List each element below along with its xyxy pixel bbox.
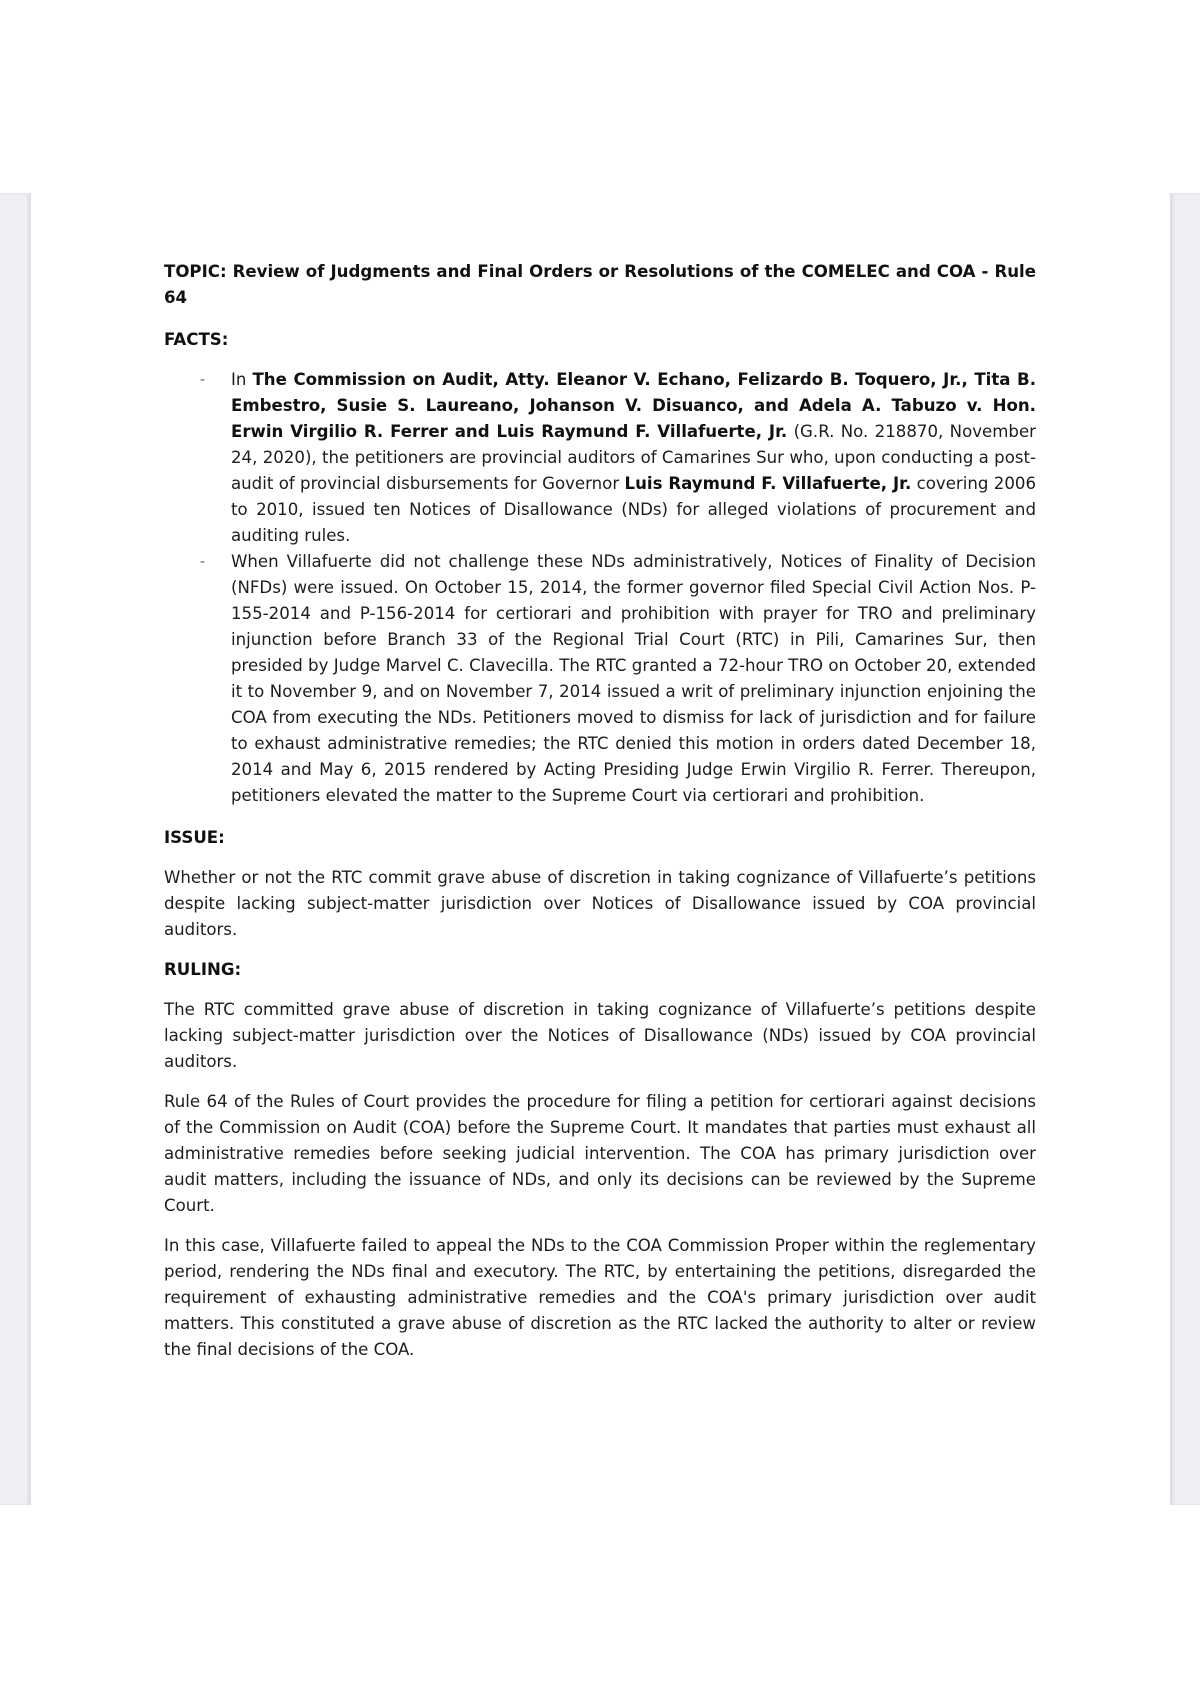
viewer-backdrop-right	[1170, 193, 1200, 1505]
document-page	[31, 193, 1170, 1505]
viewer-backdrop-left	[0, 193, 31, 1505]
facts-item-text: When Villafuerte did not challenge these NDs administratively, Notices of Finality of Decision (NFDs) were issued. On October 15, 2014, the former governor filed Special Civil Action Nos. P-155-2014 and P-156-2014 for certiorari and prohibition with prayer for TRO and preliminary injunction before Branch 33 of the Regional Trial Court (RTC) in Pili, Camarines Sur, then presided by Judge Marvel C. Clavecilla. The RTC granted a 72-hour TRO on October 20, extended it to November 9, and on November 7, 2014 issued a writ of preliminary injunction enjoining the COA from executing the NDs. Petitioners moved to dismiss for lack of jurisdiction and for failure to exhaust administrative remedies; the RTC denied this motion in orders dated December 18, 2014 and May 6, 2015 rendered by Acting Presiding Judge Erwin Virgilio R. Ferrer. Thereupon, petitioners elevated the matter to the Supreme Court via certiorari and prohibition.	[231, 552, 1036, 805]
ruling-paragraph: The RTC committed grave abuse of discretion in taking cognizance of Villafuerte’s petitions despite lacking subject-matter jurisdiction over the Notices of Disallowance (NDs) issued by COA provincial auditors.	[164, 1000, 1036, 1071]
ruling-paragraph: In this case, Villafuerte failed to appeal the NDs to the COA Commission Proper within the reglementary period, rendering the NDs final and executory. The RTC, by entertaining the petitions, disregarded the requirement of exhausting administrative remedies and the COA's primary jurisdiction over audit matters. This constituted a grave abuse of discretion as the RTC lacked the authority to alter or review the final decisions of the COA.	[164, 1236, 1036, 1359]
bullet-dash-icon: -	[200, 372, 206, 388]
facts-heading: FACTS:	[164, 330, 229, 349]
case-title: The Commission on Audit, Atty. Eleanor V. Echano, Felizardo B. Toquero, Jr., Tita B. Embestro, Susie S. Laureano, Johanson V. Disuanco, and Adela A. Tabuzo v. Hon. Erwin Virgilio R. Ferrer and Luis Raymund F. Villafuerte, Jr.	[231, 370, 1036, 441]
document-body	[164, 259, 1036, 1377]
facts-item	[164, 549, 1036, 809]
facts-item	[164, 367, 1036, 549]
facts-item-text: covering 2006 to 2010, issued ten Notices of Disallowance (NDs) for alleged violations of procurement and auditing rules.	[231, 474, 1036, 545]
ruling-heading: RULING:	[164, 960, 242, 979]
facts-item-text: (G.R. No. 218870, November 24, 2020), the petitioners are provincial auditors of Camarines Sur who, upon conducting a post-audit of provincial disbursements for Governor	[231, 422, 1036, 493]
topic-heading: TOPIC: Review of Judgments and Final Orders or Resolutions of the COMELEC and COA - Rule 64	[164, 262, 1036, 307]
governor-name: Luis Raymund F. Villafuerte, Jr.	[624, 474, 912, 493]
facts-item-prefix: In	[231, 370, 253, 389]
bullet-dash-icon: -	[200, 554, 206, 570]
facts-list	[164, 367, 1036, 809]
issue-heading: ISSUE:	[164, 828, 225, 847]
issue-paragraph: Whether or not the RTC commit grave abuse of discretion in taking cognizance of Villafuerte’s petitions despite lacking subject-matter jurisdiction over Notices of Disallowance issued by COA provincial auditors.	[164, 868, 1036, 939]
ruling-paragraph: Rule 64 of the Rules of Court provides the procedure for filing a petition for certiorari against decisions of the Commission on Audit (COA) before the Supreme Court. It mandates that parties must exhaust all administrative remedies before seeking judicial intervention. The COA has primary jurisdiction over audit matters, including the issuance of NDs, and only its decisions can be reviewed by the Supreme Court.	[164, 1092, 1036, 1215]
